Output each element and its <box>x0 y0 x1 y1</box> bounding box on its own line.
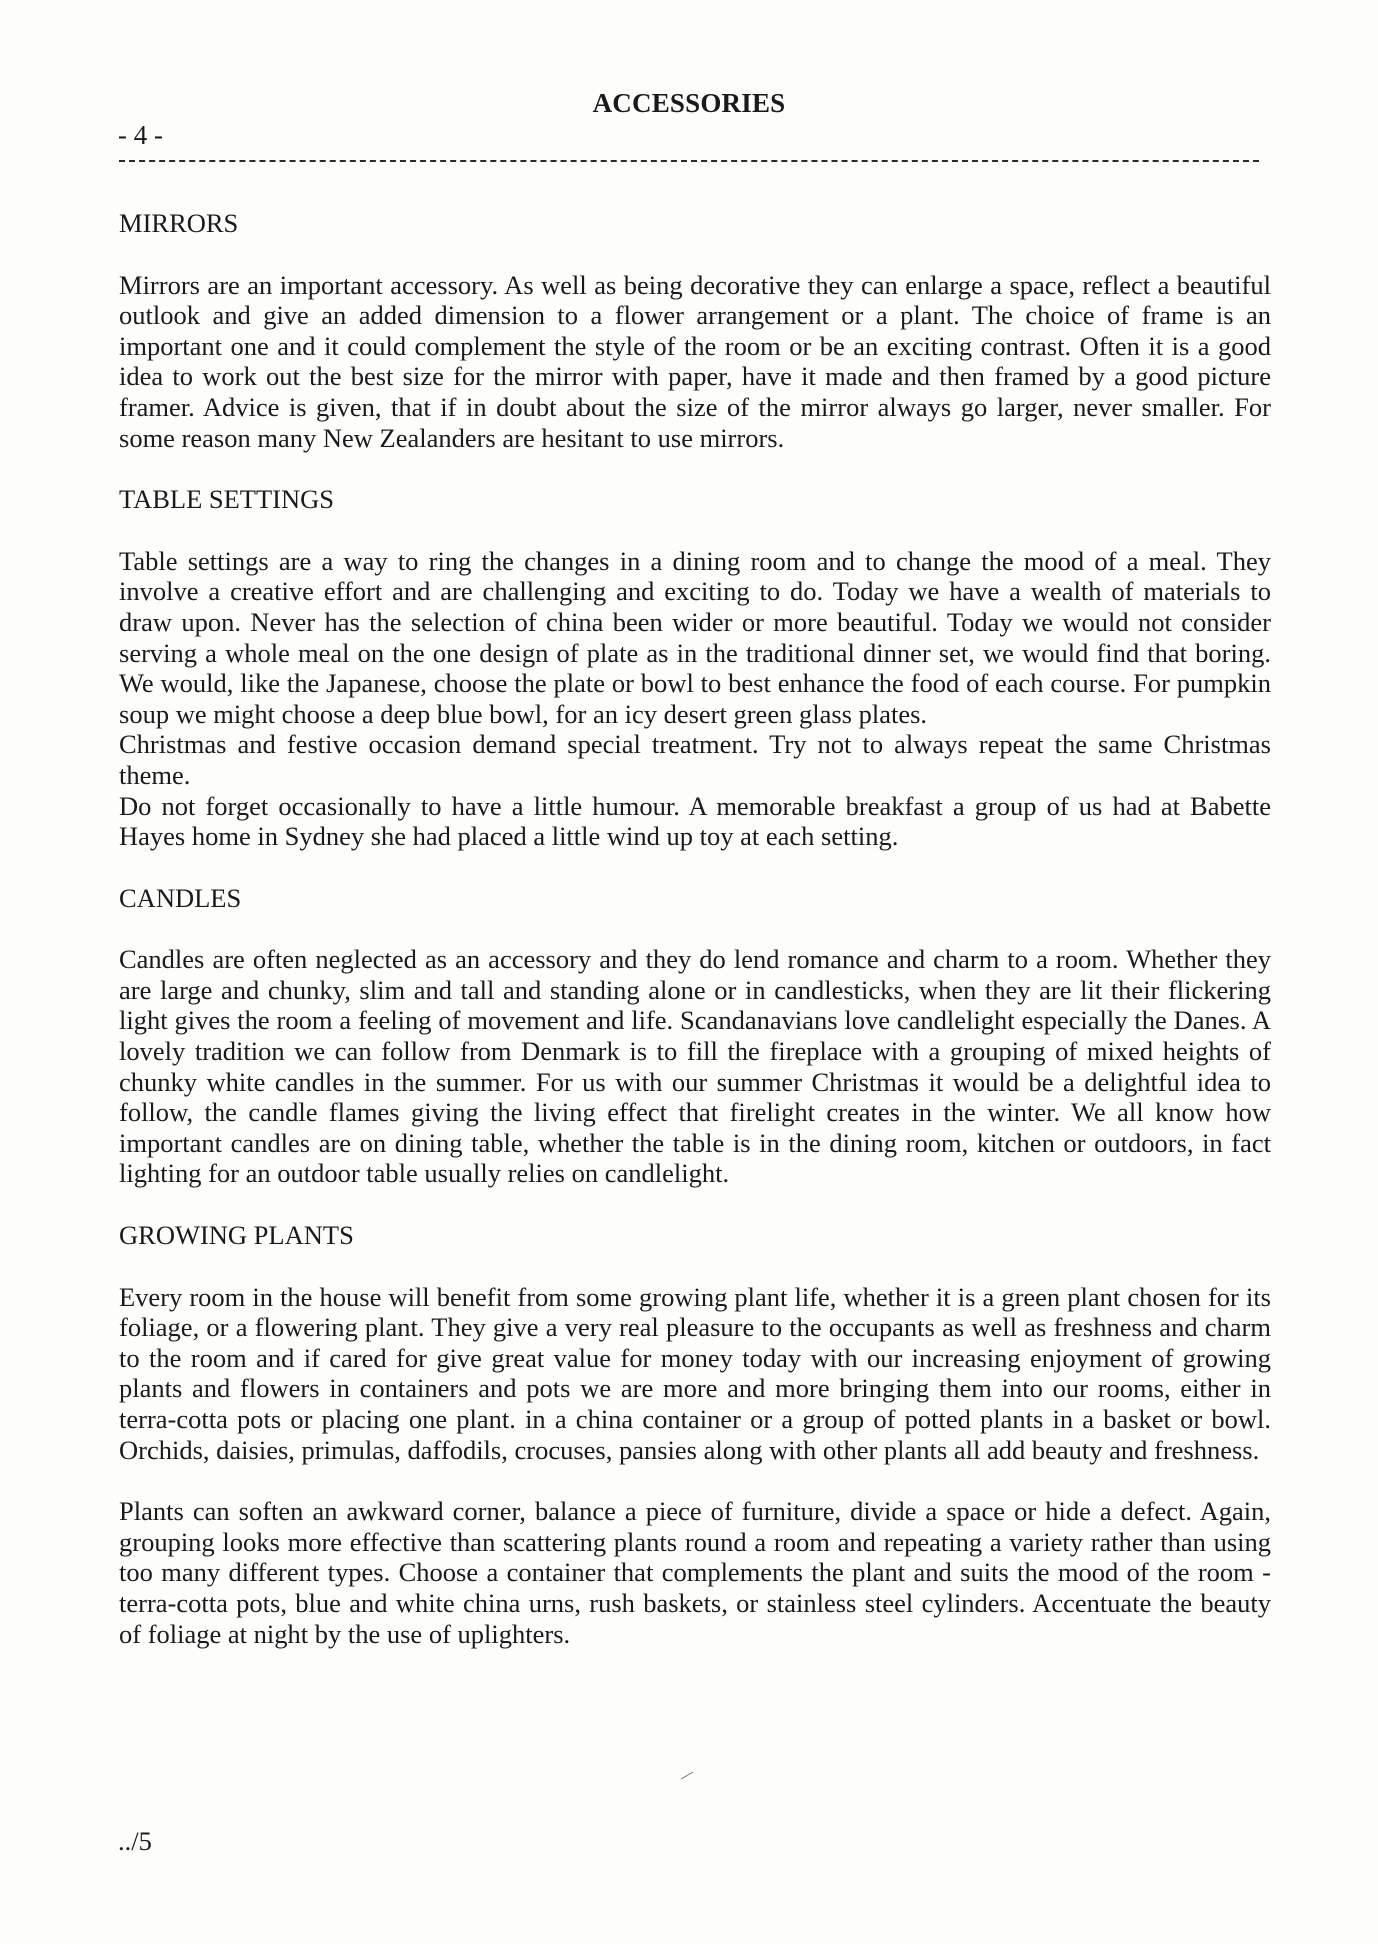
section-heading: TABLE SETTINGS <box>119 484 335 515</box>
paragraph: Every room in the house will benefit from some growing plant life, whether it is a green plant chosen for its foliage, or a flowering plant. They give a very real pleasure to the occupants as well as freshness and charm to the room and if cared for give great value for money today with our increasing enjoyment of growing plants and flowers in containers and pots we are more and more bringing them into our rooms, either in terra-cotta pots or placing one plant. in a china container or a group of potted plants in a basket or bowl. Orchids, daisies, primulas, daffodils, crocuses, pansies along with other plants all add beauty and freshness. <box>119 1281 1271 1465</box>
section-mirrors <box>119 208 1271 453</box>
paragraph: Mirrors are an important accessory. As well as being decorative they can enlarge a space, reflect a beautiful outlook and give an added dimension to a flower arrangement or a plant. The choice of frame is an important one and it could complement the style of the room or be an exciting contrast. Often it is a good idea to work out the best size for the mirror with paper, have it made and then framed by a good picture framer. Advice is given, that if in doubt about the size of the mirror always go larger, never smaller. For some reason many New Zealanders are hesitant to use mirrors. <box>119 269 1271 453</box>
section-heading: CANDLES <box>119 882 242 913</box>
paragraph: Candles are often neglected as an accessory and they do lend romance and charm to a room. Whether they are large and chunky, slim and tall and standing alone or in candlesticks, when they are lit their flickering light gives the room a feeling of movement and life. Scandanavians love candlelight especially the Danes. A lovely tradition we can follow from Denmark is to fill the fireplace with a grouping of mixed heights of chunky white candles in the summer. For us with our summer Christmas it would be a delightful idea to follow, the candle flames giving the living effect that firelight creates in the winter. We all know how important candles are on dining table, whether the table is in the dining room, kitchen or outdoors, in fact lighting for an outdoor table usually relies on candlelight. <box>119 944 1271 1189</box>
paragraph: Plants can soften an awkward corner, balance a piece of furniture, divide a space or hide a defect. Again, grouping looks more effective than scattering plants round a room and repeating a variety rather than using too many different types. Choose a container that complements the plant and suits the mood of the room - terra-cotta pots, blue and white china urns, rush baskets, or stainless steel cylinders. Accentuate the beauty of foliage at night by the use of uplighters. <box>119 1496 1271 1649</box>
paragraph: Table settings are a way to ring the changes in a dining room and to change the mood of a meal. They involve a creative effort and are challenging and exciting to do. Today we have a wealth of materials to draw upon. Never has the selection of china been wider or more beautiful. Today we would not consider serving a whole meal on the one design of plate as in the traditional dinner set, we would find that boring. We would, like the Japanese, choose the plate or bowl to best enhance the food of each course. For pumpkin soup we might choose a deep blue bowl, for an icy desert green glass plates. <box>119 545 1271 729</box>
section-growing-plants <box>119 1220 1271 1649</box>
paragraph: Do not forget occasionally to have a little humour. A memorable breakfast a group of us had at Babette Hayes home in Sydney she had placed a little wind up toy at each setting. <box>119 790 1271 852</box>
section-table-settings <box>119 484 1271 852</box>
section-candles <box>119 883 1271 1189</box>
document-body <box>119 208 1271 1680</box>
continuation-marker: ../5 <box>118 1826 152 1856</box>
section-heading: GROWING PLANTS <box>119 1220 354 1251</box>
page-number: - 4 - <box>118 120 163 150</box>
stray-pen-mark <box>681 1772 694 1780</box>
page-title: ACCESSORIES <box>592 88 786 118</box>
dashed-divider <box>119 160 1259 162</box>
paragraph: Christmas and festive occasion demand special treatment. Try not to always repeat the same Christmas theme. <box>119 729 1271 790</box>
section-heading: MIRRORS <box>119 208 239 238</box>
